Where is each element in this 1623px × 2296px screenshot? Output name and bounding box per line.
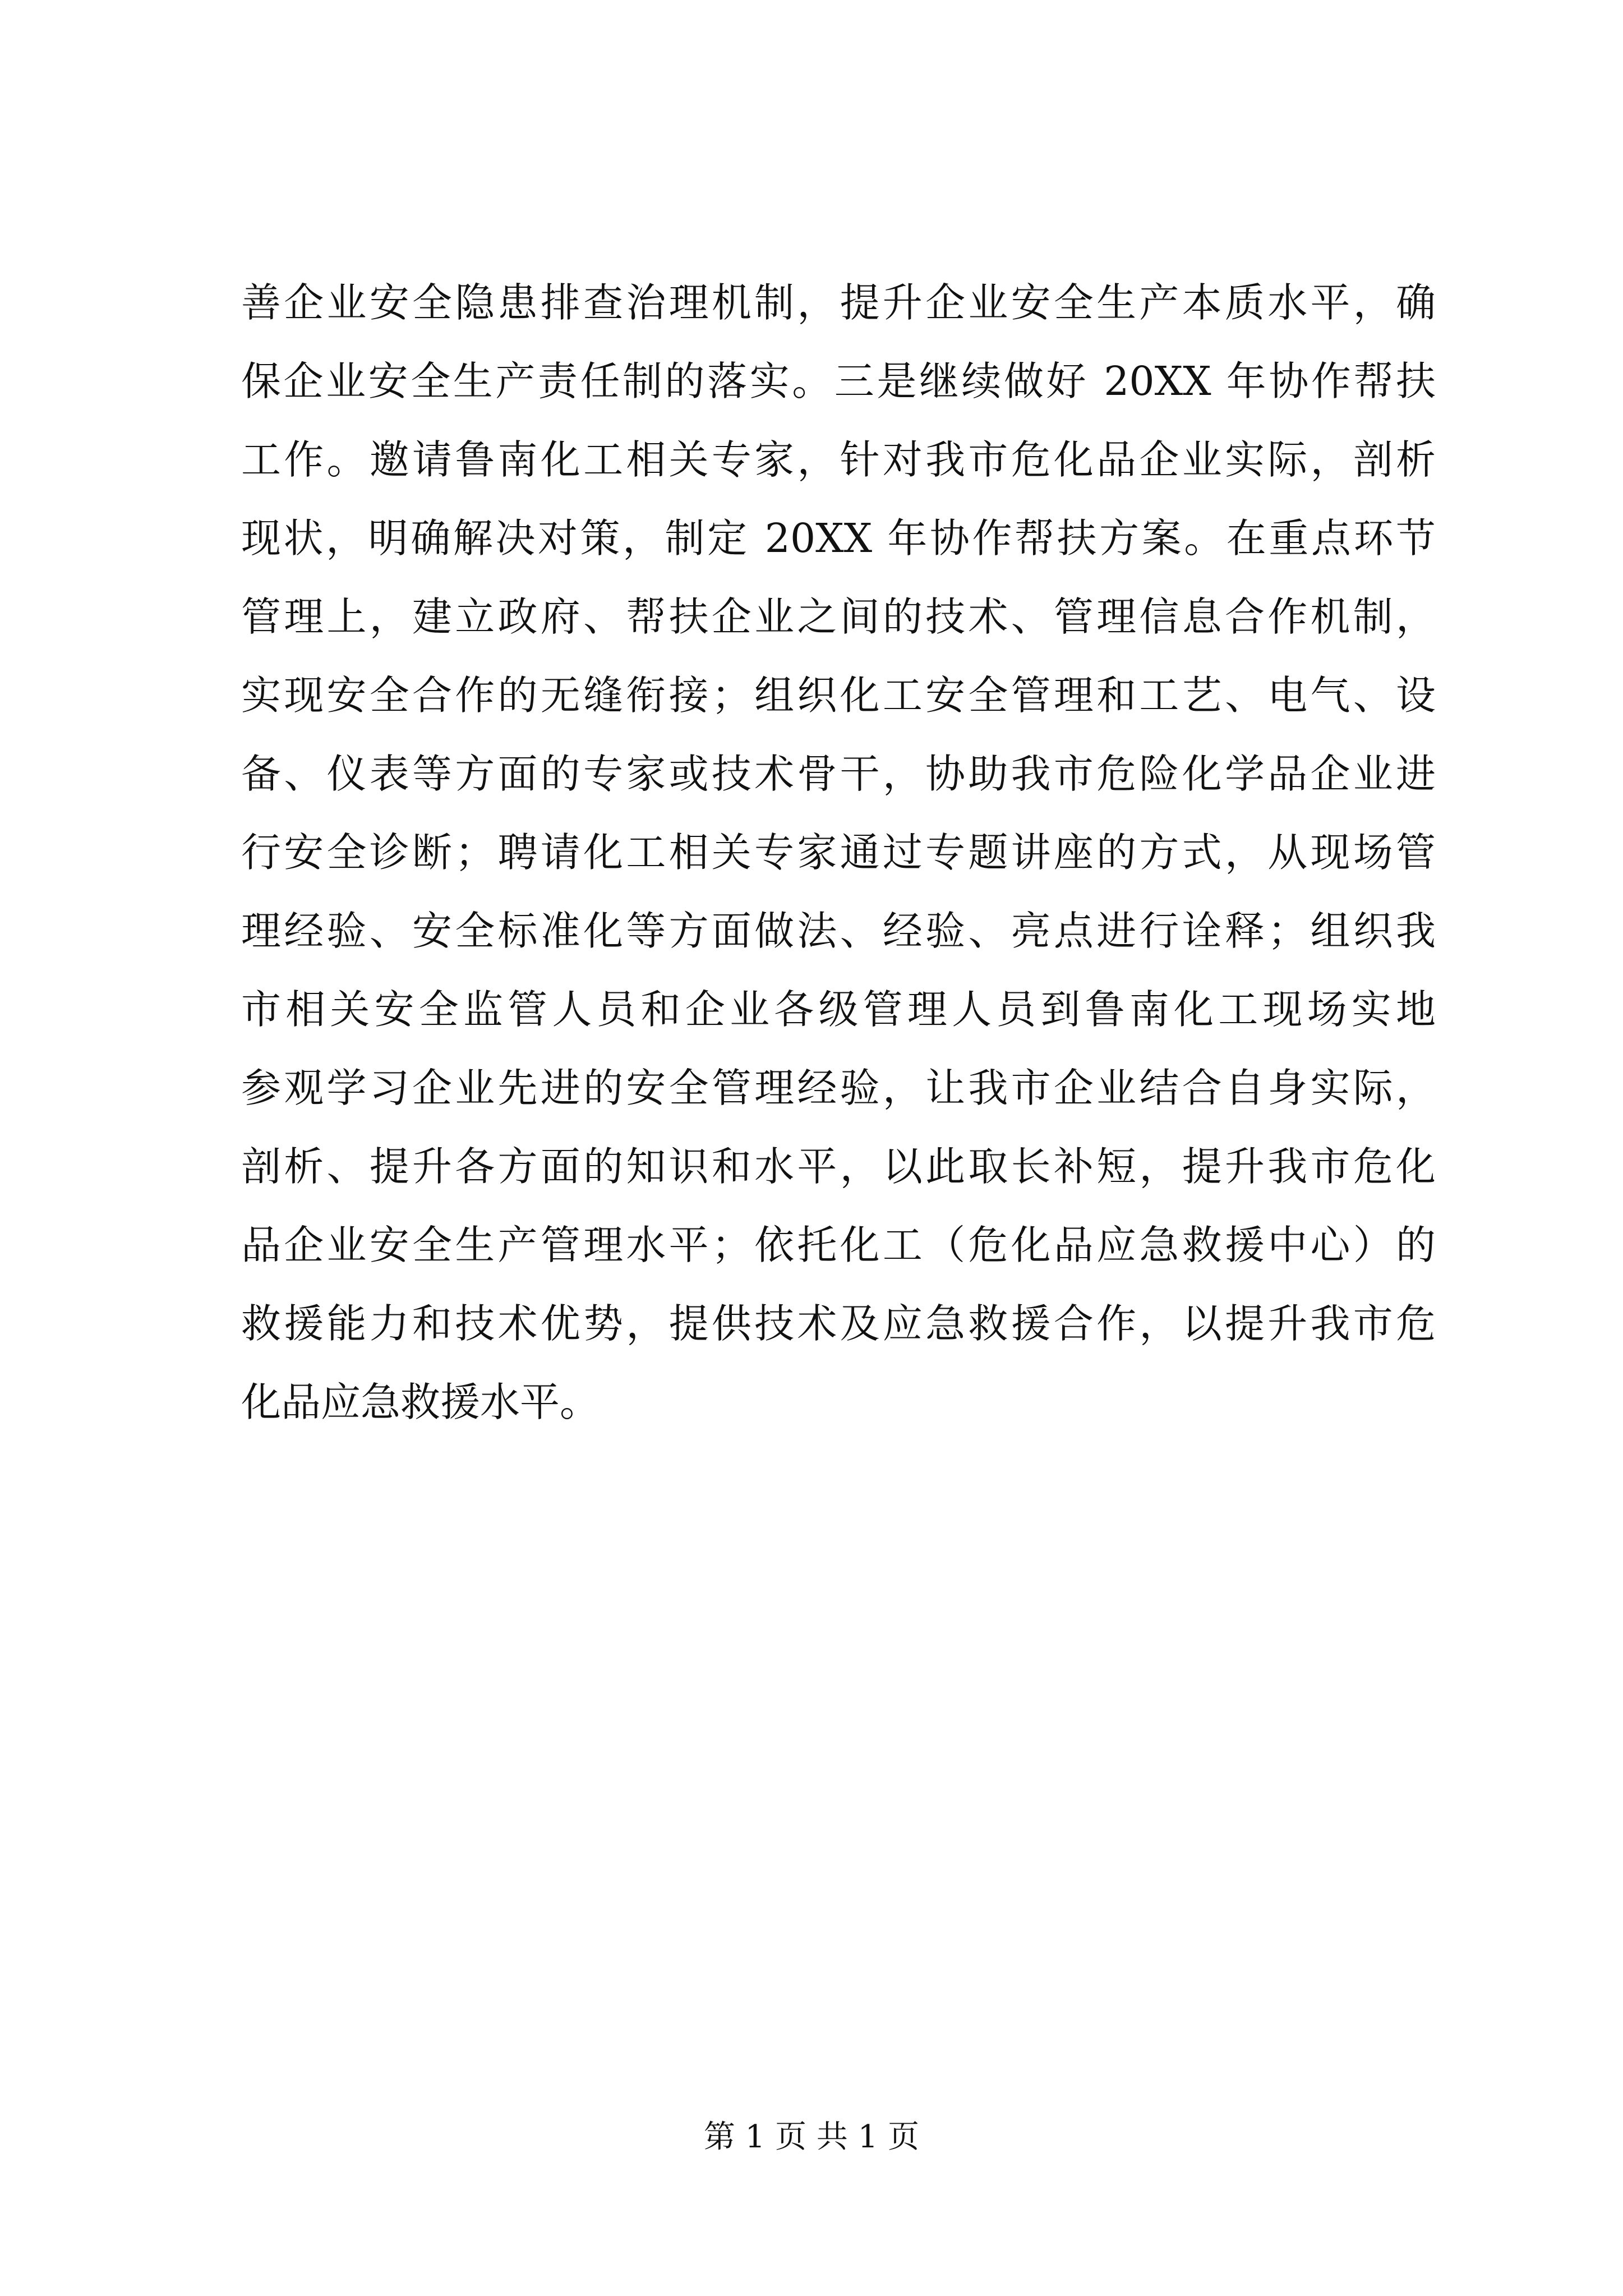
text-line: 救援能力和技术优势，提供技术及应急救援合作，以提升我市危	[241, 1300, 1436, 1347]
text-line: 现状，明确解决对策，制定 20XX 年协作帮扶方案。在重点环节	[241, 515, 1436, 562]
body-paragraph	[241, 264, 1436, 1442]
text-line: 工作。邀请鲁南化工相关专家，针对我市危化品企业实际，剖析	[241, 436, 1436, 483]
text-line: 善企业安全隐患排查治理机制，提升企业安全生产本质水平，确	[241, 279, 1436, 326]
text-line: 备、仪表等方面的专家或技术骨干，协助我市危险化学品企业进	[241, 751, 1436, 797]
text-line: 剖析、提升各方面的知识和水平，以此取长补短，提升我市危化	[241, 1143, 1436, 1190]
text-line: 化品应急救援水平。	[241, 1379, 600, 1425]
text-line: 品企业安全生产管理水平；依托化工（危化品应急救援中心）的	[241, 1222, 1436, 1268]
text-line: 保企业安全生产责任制的落实。三是继续做好 20XX 年协作帮扶	[241, 358, 1436, 404]
page-number: 第 1 页 共 1 页	[703, 2119, 920, 2155]
text-line: 参观学习企业先进的安全管理经验，让我市企业结合自身实际，	[241, 1065, 1436, 1111]
text-line: 管理上，建立政府、帮扶企业之间的技术、管理信息合作机制，	[241, 593, 1436, 640]
text-line: 实现安全合作的无缝衔接；组织化工安全管理和工艺、电气、设	[241, 672, 1436, 719]
text-line: 市相关安全监管人员和企业各级管理人员到鲁南化工现场实地	[241, 986, 1436, 1033]
text-line: 理经验、安全标准化等方面做法、经验、亮点进行诠释；组织我	[241, 908, 1436, 954]
text-line: 行安全诊断；聘请化工相关专家通过专题讲座的方式，从现场管	[241, 829, 1436, 876]
